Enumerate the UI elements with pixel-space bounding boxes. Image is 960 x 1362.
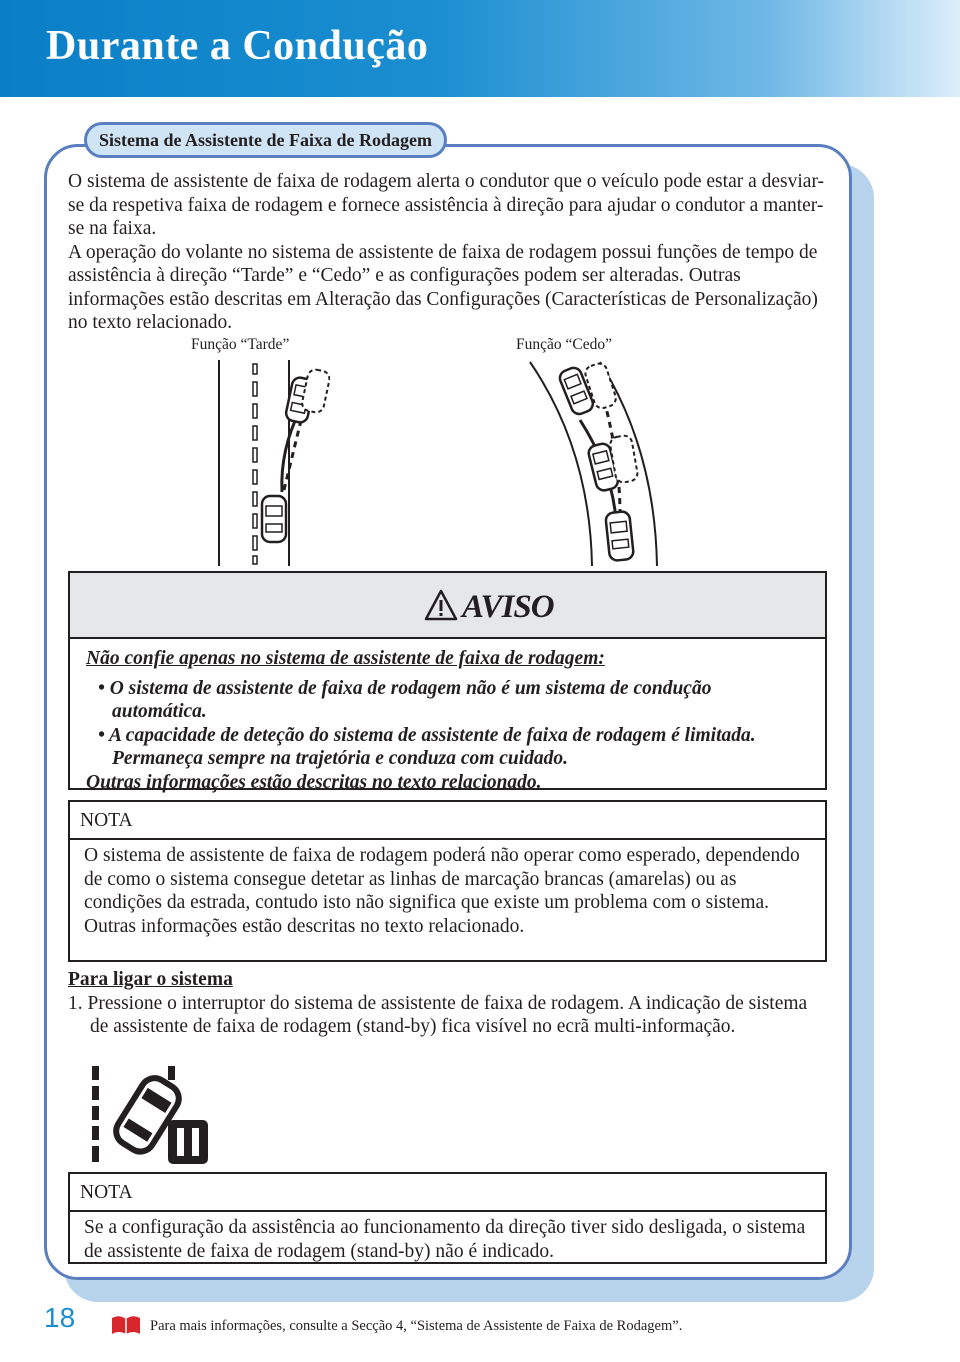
footer-reference: Para mais informações, consulte a Secção 4, “Sistema de Assistente de Faixa de Rodagem”. (150, 1318, 683, 1334)
warning-bullet: • A capacidade de deteção do sistema de assistente de faixa de rodagem é limitada. Permaneça sempre na trajetória e conduza com cuidado. (98, 724, 756, 769)
note-box (68, 1172, 827, 1264)
intro-paragraph: O sistema de assistente de faixa de rodagem alerta o condutor que o veículo pode estar a desviar-se da respetiva faixa de rodagem e fornece assistência à direção para ajudar o condutor a manter-se na faixa. (68, 171, 825, 239)
diagram-label-early: Função “Cedo” (516, 336, 612, 353)
section-tab: Sistema de Assistente de Faixa de Rodagem (84, 122, 447, 158)
intro-paragraph: A operação do volante no sistema de assistente de faixa de rodagem possui funções de tempo de assistência à direção “Tarde” e “Cedo” e as configurações podem ser alteradas. Outras informações estão descritas em Alteração das Configurações (Características de Personalização) no texto relacionado. (68, 241, 818, 333)
note-body (70, 840, 825, 942)
lane-assist-indicator-icon (88, 1064, 214, 1168)
page-header (0, 0, 960, 97)
note-title: NOTA (70, 802, 825, 840)
car-icon (262, 496, 286, 542)
step-item: 1. Pressione o interruptor do sistema de assistente de faixa de rodagem. A indicação de sistema de assistente de faixa de rodagem (stand-by) fica visível no ecrã multi-informação. (68, 992, 808, 1037)
warning-body (70, 639, 825, 794)
note-body (70, 1212, 825, 1267)
page-number: 18 (44, 1302, 76, 1333)
steps-section (68, 968, 828, 1039)
car-icon (605, 511, 634, 561)
warning-title: AVISO (462, 589, 554, 625)
early-function-diagram (520, 360, 670, 566)
warning-footer: Outras informações estão descritas no texto relacionado. (86, 771, 542, 793)
note-paragraph: Outras informações estão descritas no texto relacionado. (84, 915, 525, 937)
warning-box (68, 571, 827, 793)
warning-triangle-icon (424, 589, 458, 621)
warning-header (70, 573, 825, 639)
page-title: Durante a Condução (46, 23, 429, 69)
note-paragraph: O sistema de assistente de faixa de rodagem poderá não operar como esperado, dependendo de como o sistema consegue detetar as linhas de marcação brancas (amarelas) ou as condições da estrada, contudo isto não significa que existe um problema com o sistema. (84, 845, 800, 913)
late-function-diagram (210, 360, 330, 566)
warning-bullet: • O sistema de assistente de faixa de rodagem não é um sistema de condução automática. (98, 677, 712, 722)
warning-heading: Não confie apenas no sistema de assistente de faixa de rodagem: (86, 648, 605, 669)
diagram-label-late: Função “Tarde” (191, 336, 290, 353)
car-icon (301, 368, 330, 414)
book-icon (110, 1314, 142, 1336)
intro-text (68, 170, 828, 335)
note-paragraph: Se a configuração da assistência ao funcionamento da direção tiver sido desligada, o sistema de assistente de faixa de rodagem (stand-by) não é indicado. (84, 1217, 806, 1262)
steps-heading: Para ligar o sistema (68, 969, 233, 990)
note-box (68, 800, 827, 962)
note-title: NOTA (70, 1174, 825, 1212)
